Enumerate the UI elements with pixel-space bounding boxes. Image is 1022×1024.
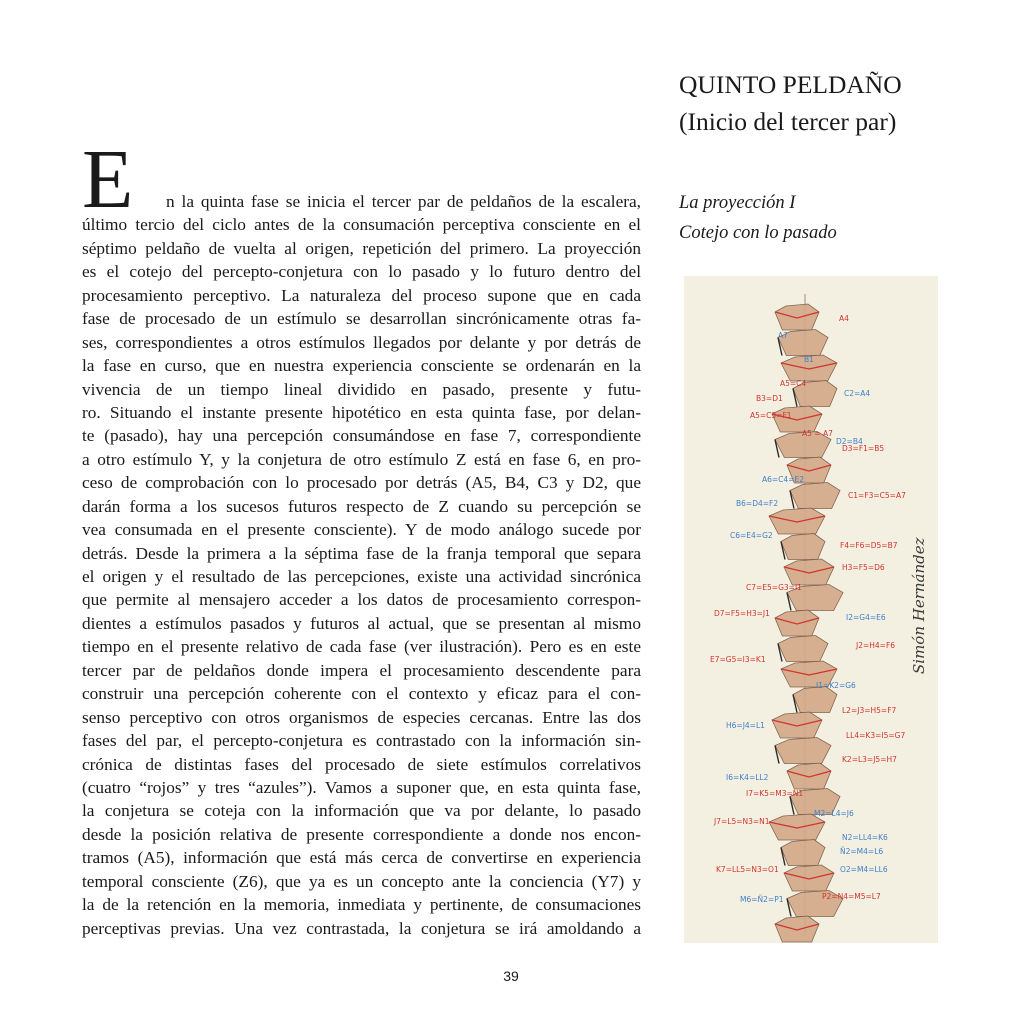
blue-label: I6=K4=LL2 <box>726 773 769 782</box>
stair-step-panel <box>784 559 834 585</box>
body-line: te (pasado), hay una percepción consumándose en fase 7, correspondiente <box>82 426 641 446</box>
red-label: J2=H4=F6 <box>856 641 896 650</box>
red-label: E7=G5=I3=K1 <box>710 655 766 664</box>
red-label: D3=F1=B5 <box>842 444 885 453</box>
blue-label: I2=G4=E6 <box>846 613 886 622</box>
blue-label: B1 <box>804 355 814 364</box>
body-text <box>82 190 641 940</box>
blue-label: Ñ2=M4=L6 <box>840 847 884 856</box>
blue-label: D2=B4 <box>836 437 863 446</box>
red-label: I7=K5=M3=N1 <box>746 789 804 798</box>
blue-label: M6=Ñ2=P1 <box>740 895 784 904</box>
blue-label: B6=D4=F2 <box>736 499 779 508</box>
red-label: C1=F3=C5=A7 <box>848 491 906 500</box>
red-label: D7=F5=H3=J1 <box>714 609 770 618</box>
stair-step-panel <box>769 508 825 534</box>
stair-step-panel <box>775 304 819 330</box>
blue-label: A6=C4=E2 <box>762 475 804 484</box>
body-line: que permite al mensajero acceder a los datos de procesamiento correspon- <box>82 590 641 610</box>
blue-label: C6=E4=G2 <box>730 531 773 540</box>
subheading-projection: La proyección I <box>679 193 796 213</box>
stair-step-panel <box>775 916 819 942</box>
stair-step-panel <box>790 483 840 509</box>
body-line: (cuatro “rojos” y tres “azules”). Vamos a suponer que, en esta quinta fase, <box>82 777 641 797</box>
red-label: K2=L3=J5=H7 <box>842 755 897 764</box>
body-line: último tercio del ciclo antes de la consumación perceptiva consciente en el <box>82 215 641 235</box>
red-label: A5 = A7 <box>802 429 833 438</box>
drop-cap: E <box>82 133 134 226</box>
body-line: ro. Situando el instante presente hipotético en esta quinta fase, por delan- <box>82 402 641 422</box>
red-label: A5=C3=F1 <box>750 411 792 420</box>
blue-label: C2=A4 <box>844 389 871 398</box>
body-line: darán forma a los sucesos futuros respecto de Z cuando su percepción se <box>82 496 641 516</box>
body-line: tramos (A5), información que está más cerca de convertirse en experiencia <box>82 848 641 868</box>
body-line: la de la retención en la memoria, inmediata y pertinente, de consumaciones <box>82 895 641 915</box>
red-label: J7=L5=N3=N1 <box>714 817 770 826</box>
chapter-title: QUINTO PELDAÑO <box>679 70 902 99</box>
body-line: construir una percepción coherente con el contexto y eficaz para el con- <box>82 684 641 704</box>
body-line: desde la posición relativa de presente correspondiente a donde nos encon- <box>82 824 641 844</box>
stair-step-panel <box>778 636 828 662</box>
stair-step-panel <box>775 610 819 636</box>
stair-step-panel <box>772 712 822 738</box>
stair-step-panel <box>793 687 837 713</box>
signature: Simón Hernández <box>910 537 928 674</box>
body-line: detrás. Desde la primera a la séptima fase de la franja temporal que separa <box>82 543 641 563</box>
red-label: L2=J3=H5=F7 <box>842 706 897 715</box>
stair-step-panel <box>784 865 834 891</box>
body-line: ceso de comprobación con lo procesado por detrás (A5, B4, C3 y D2, que <box>82 473 641 493</box>
red-label: A4 <box>839 314 849 323</box>
body-line: temporal consciente (Z6), que ya es un concepto ante la conciencia (Y7) y <box>82 871 641 891</box>
blue-label: I1=K2=G6 <box>816 681 856 690</box>
subheading-comparison: Cotejo con lo pasado <box>679 223 837 243</box>
body-line: tercer par de peldaños donde impera el procesamiento descendente para <box>82 660 641 680</box>
section-subheadings <box>679 188 837 248</box>
blue-label: N2=LL4=K6 <box>842 833 888 842</box>
body-line: fase de procesado de un estímulo se desarrollan sincrónicamente otras fa- <box>82 309 641 329</box>
stair-step-panel <box>775 738 831 764</box>
red-label: F4=F6=D5=B7 <box>840 541 898 550</box>
chapter-heading <box>679 66 999 140</box>
body-line: tiempo en el presente relativo de cada fase (ver ilustración). Pero es en este <box>82 637 641 657</box>
body-line: n la quinta fase se inicia el tercer par de peldaños de la escalera, <box>166 192 641 211</box>
stair-step-panel <box>787 763 831 789</box>
stair-step-panel <box>781 840 825 866</box>
blue-label: M2=L4=J6 <box>814 809 854 818</box>
red-label: C7=E5=G3=I1 <box>746 583 802 592</box>
body-line: procesamiento perceptivo. La naturaleza del proceso supone que en cada <box>82 285 641 305</box>
body-line: la fase en curso, que en nuestra experiencia consciente se ordenarán en la <box>82 356 641 376</box>
body-line: fases del par, el percepto-conjetura es contrastado con la información sin- <box>82 731 641 751</box>
blue-label: O2=M4=LL6 <box>840 865 888 874</box>
body-line: el origen y el resultado de las percepciones, existe una actividad sincrónica <box>82 567 641 586</box>
red-label: P2=N4=M5=L7 <box>822 892 881 901</box>
staircase-illustration <box>684 276 938 943</box>
body-line: la conjetura se coteja con la información que va por delante, lo pasado <box>82 801 641 821</box>
body-line: séptimo peldaño de vuelta al origen, repetición del primero. La proyección <box>82 238 641 258</box>
body-line: dientes a estímulos pasados y futuros al actual, que se presentan al mismo <box>82 613 641 633</box>
red-label: LL4=K3=I5=G7 <box>846 731 906 740</box>
red-label: K7=LL5=N3=O1 <box>716 865 779 874</box>
body-line: a otro estímulo Y, y la conjetura de otro estímulo Z está en fase 6, en pro- <box>82 449 641 469</box>
blue-label: A7 <box>778 331 788 340</box>
red-label: H3=F5=D6 <box>842 563 885 572</box>
stair-step-panel <box>781 534 825 560</box>
body-line: crónica de distintas fases del procesado de siete estímulos correlativos <box>82 754 641 774</box>
red-label: A5=C4 <box>780 379 807 388</box>
blue-label: H6=J4=L1 <box>726 721 765 730</box>
body-line: ses, correspondientes a otros estímulos llegados por delante y por detrás de <box>82 332 641 352</box>
body-line: perceptivas previas. Una vez contrastada, la conjetura se irá amoldando a <box>82 918 641 938</box>
page-number: 39 <box>503 968 519 984</box>
staircase-drawing <box>684 276 938 943</box>
chapter-subtitle: (Inicio del tercer par) <box>679 107 897 136</box>
body-line: vivencia de un tiempo lineal dividido en pasado, presente y futu- <box>82 379 641 399</box>
body-line: vea consumada en el presente consciente). Y de modo análogo sucede por <box>82 520 641 540</box>
body-line: senso perceptivo con otros organismos de especies cercanas. Entre las dos <box>82 707 641 727</box>
body-line: es el cotejo del percepto-conjetura con lo pasado y lo futuro dentro del <box>82 262 641 282</box>
red-label: B3=D1 <box>756 394 783 403</box>
